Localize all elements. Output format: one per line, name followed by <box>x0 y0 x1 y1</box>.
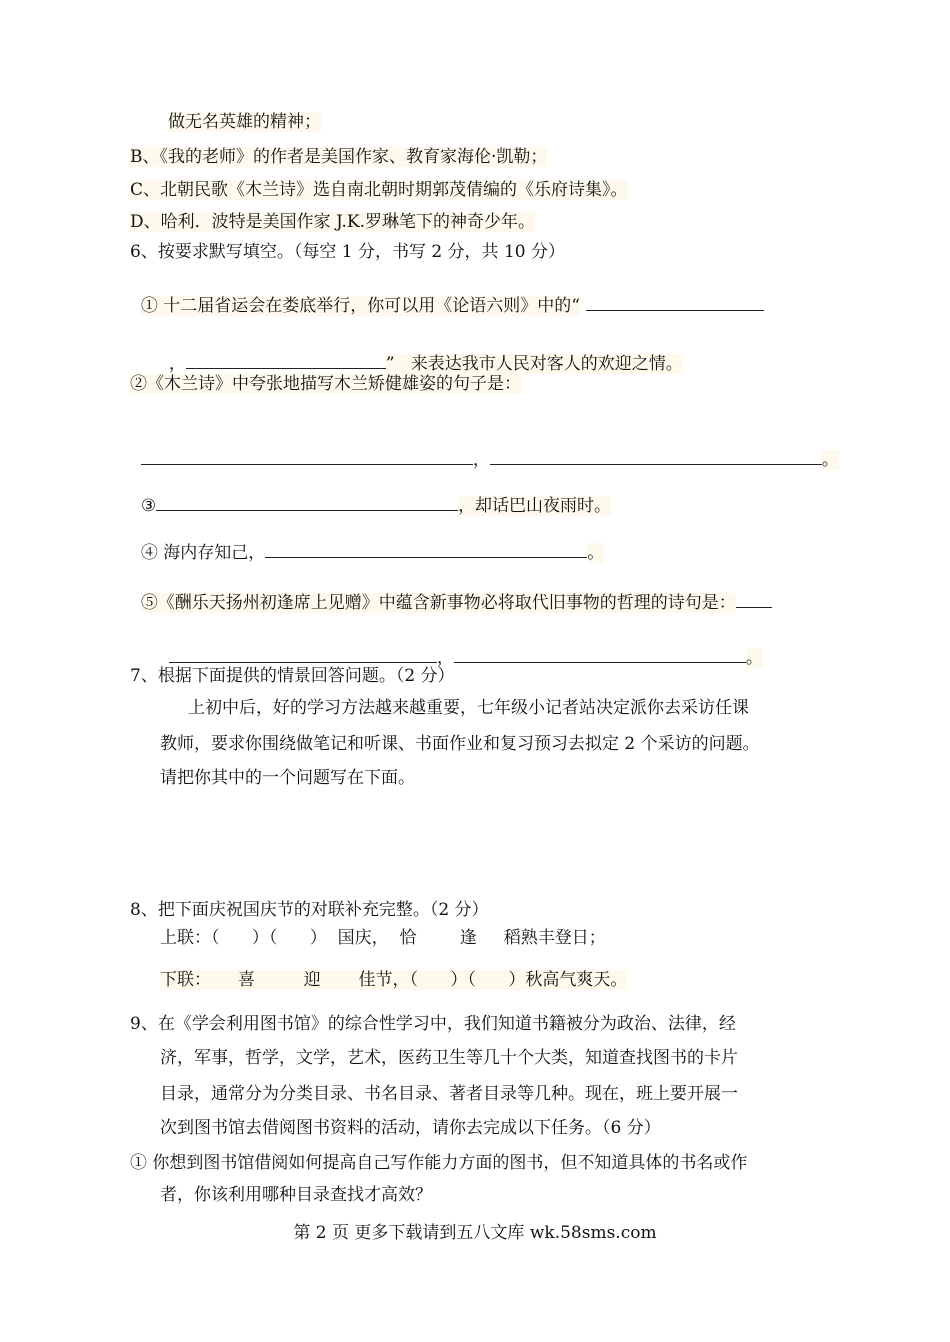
question-7-para-1: 上初中后，好的学习方法越来越重要，七年级小记者站决定派你去采访任课 <box>188 698 749 718</box>
answer-blank[interactable] <box>490 446 822 465</box>
question-9-sub-1a: ① 你想到图书馆借阅如何提高自己写作能力方面的图书，但不知道具体的书名或作 <box>130 1153 748 1173</box>
option-d: D、哈利．波特是美国作家 J.K.罗琳笔下的神奇少年。 <box>130 212 536 232</box>
answer-blank[interactable] <box>169 644 437 663</box>
answer-blank[interactable] <box>736 589 772 608</box>
answer-blank[interactable] <box>156 492 458 511</box>
question-9-line-4: 次到图书馆去借阅图书资料的活动，请你去完成以下任务。（6 分） <box>160 1118 661 1138</box>
question-9-line-1: 9、在《学会利用图书馆》的综合性学习中，我们知道书籍被分为政治、法律，经 <box>130 1014 736 1034</box>
option-a-continued: 做无名英雄的精神； <box>168 112 321 132</box>
option-c: C、北朝民歌《木兰诗》选自南北朝时期郭茂倩编的《乐府诗集》。 <box>130 180 628 200</box>
question-6-item-1b: ， ” 来表达我市人民对客人的欢迎之情。 <box>158 326 683 376</box>
question-8-title: 8、把下面庆祝国庆节的对联补充完整。（2 分） <box>130 900 489 920</box>
question-7-title: 7、根据下面提供的情景回答问题。（2 分） <box>130 666 455 686</box>
page-footer: 第 2 页 更多下载请到五八文库 wk.58sms.com <box>293 1223 657 1243</box>
option-b: B、《我的老师》的作者是美国作家、教育家海伦·凯勒； <box>130 147 548 167</box>
question-9-sub-1b: 者，你该利用哪种目录查找才高效？ <box>160 1185 432 1205</box>
couplet-lower: 下联： 喜 迎 佳节，（ ）（ ）秋高气爽天。 <box>160 970 628 990</box>
answer-blank[interactable] <box>454 644 746 663</box>
question-9-line-2: 济，军事，哲学，文学，艺术，医药卫生等几十个大类，知道查找图书的卡片 <box>160 1048 738 1068</box>
question-6-item-1a: ① 十二届省运会在娄底举行，你可以用《论语六则》中的“ <box>130 268 764 318</box>
question-7-para-3: 请把你其中的一个问题写在下面。 <box>160 768 415 788</box>
question-6-item-2: ②《木兰诗》中夸张地描写木兰矫健雄姿的句子是： <box>130 374 521 394</box>
answer-blank[interactable] <box>586 292 764 311</box>
question-7-para-2: 教师，要求你围绕做笔记和听课、书面作业和复习预习去拟定 2 个采访的问题。 <box>160 734 760 754</box>
couplet-upper: 上联：（ ）（ ） 国庆， 恰 逢 稻熟丰登日； <box>160 928 606 948</box>
question-6-item-5: ⑤《酬乐天扬州初逢席上见赠》中蕴含新事物必将取代旧事物的哲理的诗句是： <box>130 565 772 615</box>
question-6-item-3: ③ ，却话巴山夜雨时。 <box>130 468 611 518</box>
answer-blank[interactable] <box>186 350 386 369</box>
question-6-title: 6、按要求默写填空。（每空 1 分，书写 2 分，共 10 分） <box>130 242 566 262</box>
question-6-item-4: ④ 海内存知己， 。 <box>130 515 604 565</box>
question-6-item-5-blanks: ， 。 <box>158 620 763 670</box>
question-9-line-3: 目录，通常分为分类目录、书名目录、著者目录等几种。现在，班上要开展一 <box>160 1084 738 1104</box>
answer-blank[interactable] <box>265 539 587 558</box>
answer-blank[interactable] <box>141 446 473 465</box>
question-6-item-2-blanks: ， 。 <box>130 422 839 472</box>
